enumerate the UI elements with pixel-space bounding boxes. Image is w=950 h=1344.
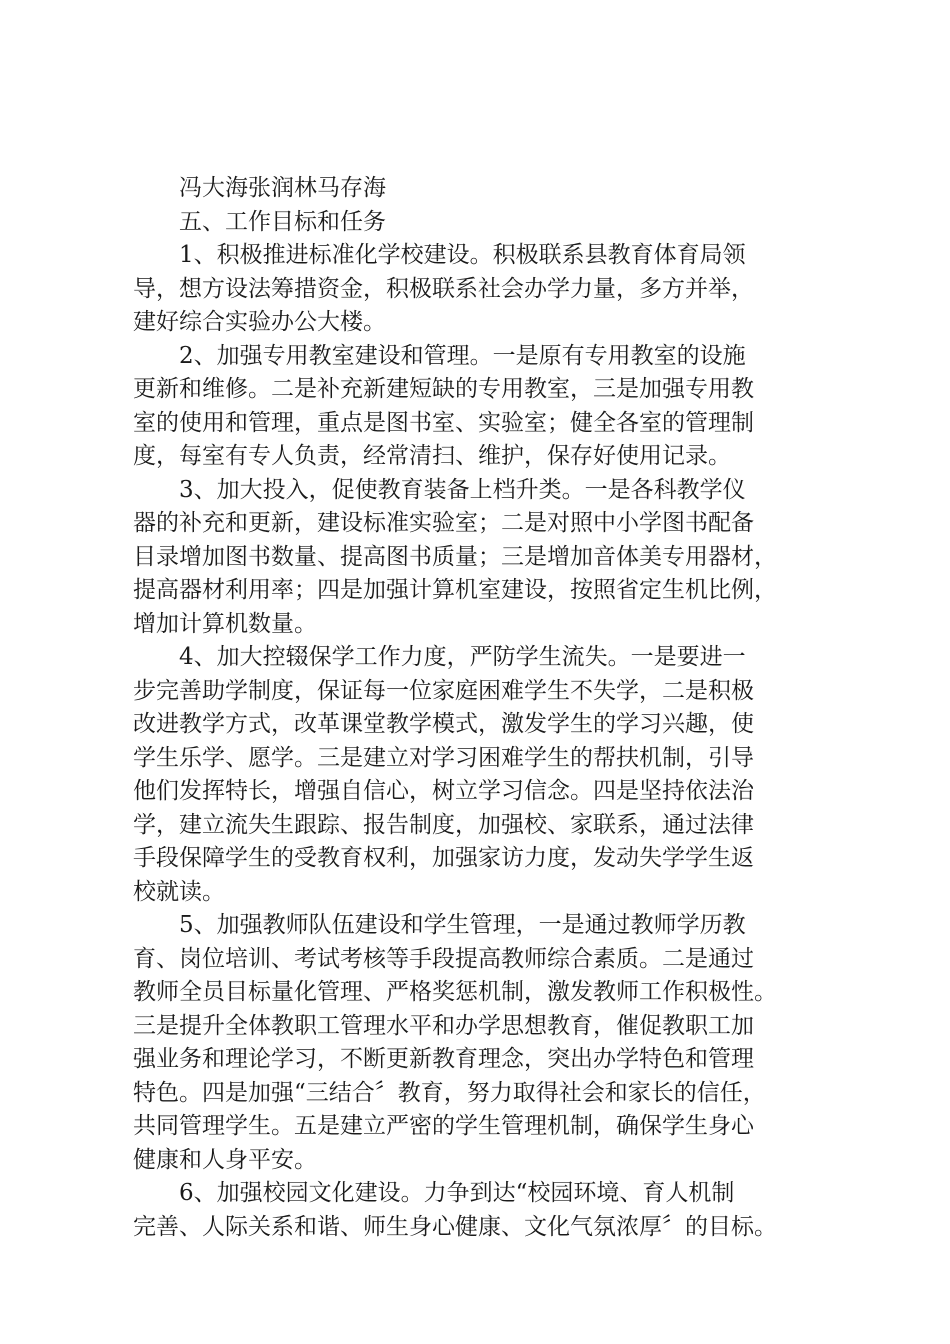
paragraph-5-line: 强业务和理论学习，不断更新教育理念，突出办学特色和管理	[133, 1046, 754, 1072]
paragraph-4-line: 改进教学方式，改革课堂教学模式，激发学生的学习兴趣，使	[133, 711, 754, 737]
paragraph-3-line: 器的补充和更新，建设标准实验室；二是对照中小学图书配备	[133, 510, 754, 536]
paragraph-6-line: 6、加强校园文化建设。力争到达“校园环境、育人机制	[179, 1180, 735, 1206]
paragraph-3-line: 增加计算机数量。	[133, 610, 317, 637]
paragraph-4-line: 4、加大控辍保学工作力度，严防学生流失。一是要进一	[179, 644, 746, 670]
text-line-people: 冯大海张润林马存海	[179, 175, 386, 201]
paragraph-3-line: 目录增加图书数量、提高图书质量；三是增加音体美专用器材，	[133, 543, 777, 570]
paragraph-4-line: 手段保障学生的受教育权利，加强家访力度，发动失学学生返	[133, 845, 754, 871]
paragraph-4-line: 学生乐学、愿学。三是建立对学习困难学生的帮扶机制，引导	[133, 744, 754, 771]
paragraph-5-line: 健康和人身平安。	[133, 1146, 317, 1173]
paragraph-5-line: 5、加强教师队伍建设和学生管理，一是通过教师学历教	[179, 912, 746, 938]
paragraph-4-line: 步完善助学制度，保证每一位家庭困难学生不失学，二是积极	[133, 677, 754, 704]
paragraph-5-line: 育、岗位培训、考试考核等手段提高教师综合素质。二是通过	[133, 945, 754, 972]
paragraph-4-line: 学，建立流失生跟踪、报告制度，加强校、家联系，通过法律	[133, 811, 754, 838]
paragraph-5-line: 特色。四是加强“三结合〞教育，努力取得社会和家长的信任，	[133, 1079, 766, 1106]
paragraph-2-line: 室的使用和管理，重点是图书室、实验室；健全各室的管理制	[133, 409, 754, 436]
paragraph-1-line: 建好综合实验办公大楼。	[133, 309, 386, 335]
paragraph-2-line: 度，每室有专人负责，经常清扫、维护，保存好使用记录。	[133, 443, 731, 469]
paragraph-3-line: 提高器材利用率；四是加强计算机室建设，按照省定生机比例，	[133, 577, 777, 603]
paragraph-6-line: 完善、人际关系和谐、师生身心健康、文化气氛浓厚〞的目标。	[133, 1213, 777, 1240]
section-heading: 五、工作目标和任务	[179, 208, 386, 235]
paragraph-2-line: 更新和维修。二是补充新建短缺的专用教室，三是加强专用教	[133, 376, 754, 402]
paragraph-2-line: 2、加强专用教室建设和管理。一是原有专用教室的设施	[179, 342, 746, 369]
paragraph-4-line: 校就读。	[133, 878, 225, 905]
paragraph-5-line: 三是提升全体教职工管理水平和办学思想教育，催促教职工加	[133, 1012, 754, 1039]
paragraph-1-line: 导，想方设法筹措资金，积极联系社会办学力量，多方并举，	[133, 275, 754, 302]
paragraph-4-line: 他们发挥特长，增强自信心，树立学习信念。四是坚持依法治	[133, 778, 754, 804]
paragraph-3-line: 3、加大投入，促使教育装备上档升类。一是各科教学仪	[179, 476, 746, 503]
paragraph-5-line: 共同管理学生。五是建立严密的学生管理机制，确保学生身心	[133, 1113, 754, 1139]
paragraph-1-line: 1、积极推进标准化学校建设。积极联系县教育体育局领	[179, 242, 746, 268]
paragraph-5-line: 教师全员目标量化管理、严格奖惩机制，激发教师工作积极性。	[133, 979, 777, 1005]
document-body	[133, 172, 823, 1244]
